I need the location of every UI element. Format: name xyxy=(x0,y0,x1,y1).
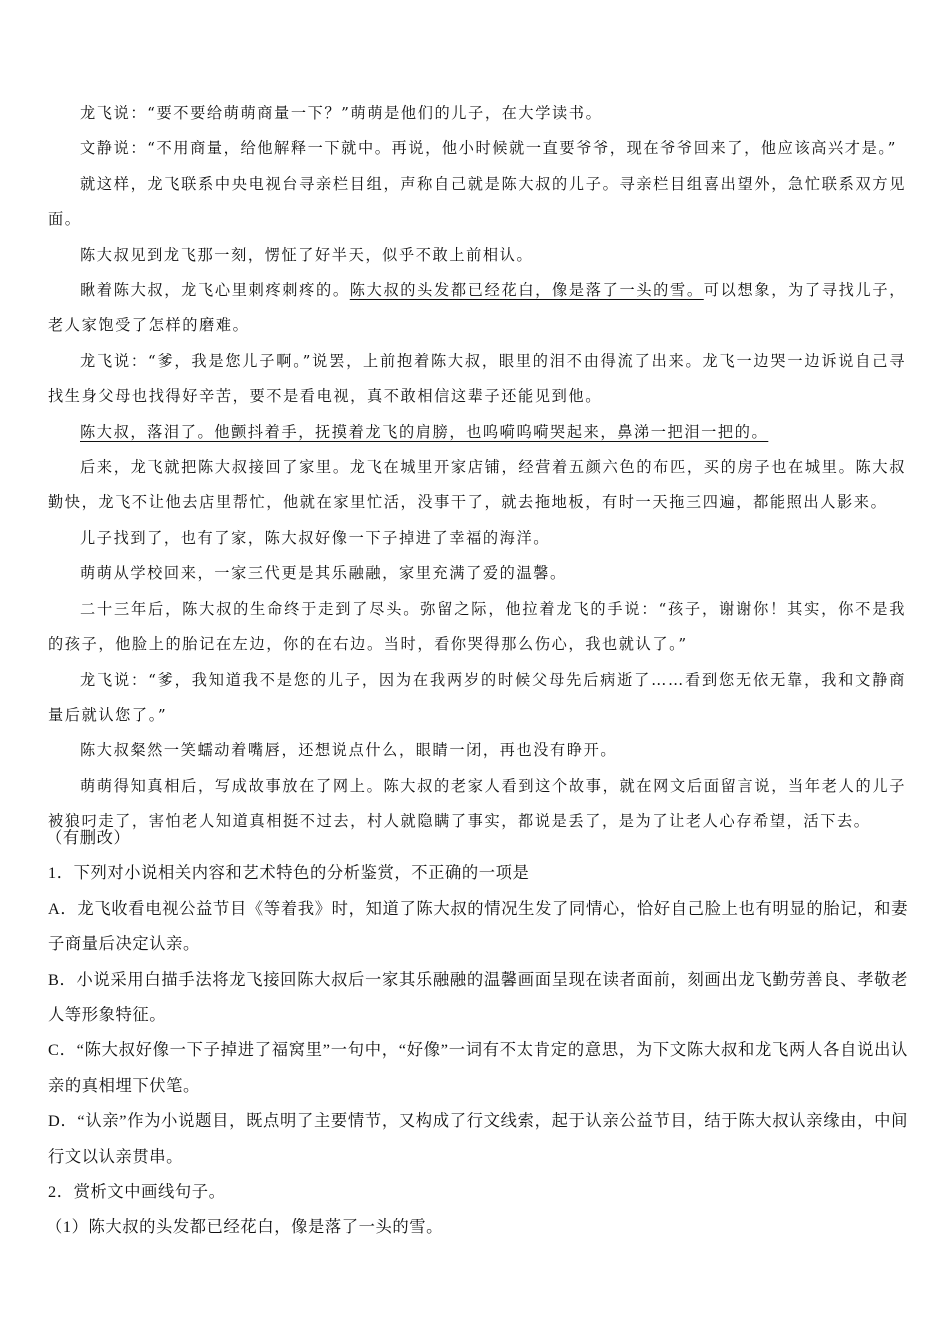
question-1-stem: 1．下列对小说相关内容和艺术特色的分析鉴赏，不正确的一项是 xyxy=(48,863,530,883)
questions-section xyxy=(48,820,908,1245)
paragraph: 儿子找到了，也有了家，陈大叔好像一下子掉进了幸福的海洋。 xyxy=(80,528,551,547)
underlined-sentence-2: 陈大叔，落泪了。他颤抖着手，抚摸着龙飞的肩膀，也呜嗬呜嗬哭起来，鼻涕一把泪一把的。 xyxy=(80,422,769,441)
text-segment: 可以想象，为了寻找儿子，老人家饱受了怎样的磨难。 xyxy=(48,281,906,335)
question-2-stem: 2．赏析文中画线句子。 xyxy=(48,1182,226,1202)
paragraph: 陈大叔见到龙飞那一刻，愣怔了好半天，似乎不敢上前相认。 xyxy=(80,245,534,264)
underlined-sentence-1: 陈大叔的头发都已经花白，像是落了一头的雪。 xyxy=(349,281,704,300)
text-segment: 瞅着陈大叔，龙飞心里刺疼刺疼的。 xyxy=(80,281,350,300)
question-2-sub-1: （1）陈大叔的头发都已经花白，像是落了一头的雪。 xyxy=(46,1217,444,1237)
source-note: （有删改） xyxy=(46,828,131,847)
paragraph-with-underline xyxy=(48,415,906,450)
paragraph: 龙飞说：“爹，我知道我不是您的儿子，因为在我两岁的时候父母先后病逝了……看到您无依无靠，我和文静商量后就认您了。” xyxy=(48,670,906,724)
paragraph: 二十三年后，陈大叔的生命终于走到了尽头。弥留之际，他拉着龙飞的手说：“孩子，谢谢你！其实，你不是我的孩子，他脸上的胎记在左边，你的在右边。当时，看你哭得那么伤心，我也就认了。” xyxy=(48,599,906,654)
paragraph: 就这样，龙飞联系中央电视台寻亲栏目组，声称自己就是陈大叔的儿子。寻亲栏目组喜出望外，急忙联系双方见面。 xyxy=(48,174,906,229)
option-b: B．小说采用白描手法将龙飞接回陈大叔后一家其乐融融的温馨画面呈现在读者面前，刻画出龙飞勤劳善良、孝敬老人等形象特征。 xyxy=(48,969,908,1025)
option-c: C．“陈大叔好像一下子掉进了福窝里”一句中，“好像”一词有不太肯定的意思，为下文陈大叔和龙飞两人各自说出认亲的真相埋下伏笔。 xyxy=(48,1040,908,1095)
paragraph: 后来，龙飞就把陈大叔接回了家里。龙飞在城里开家店铺，经营着五颜六色的布匹，买的房子也在城里。陈大叔勤快，龙飞不让他去店里帮忙，他就在家里忙活，没事干了，就去拖地板，有时一天拖三四遍，都能照出人影来。 xyxy=(48,458,906,512)
option-d: D．“认亲”作为小说题目，既点明了主要情节，又构成了行文线索，起于认亲公益节目，结于陈大叔认亲缘由，中间行文以认亲贯串。 xyxy=(48,1111,908,1166)
paragraph: 文静说：“不用商量，给他解释一下就中。再说，他小时候就一直要爷爷，现在爷爷回来了，他应该高兴才是。” xyxy=(80,139,897,158)
story-text xyxy=(48,96,906,840)
paragraph: 龙飞说：“爹，我是您儿子啊。”说罢，上前抱着陈大叔，眼里的泪不由得流了出来。龙飞一边哭一边诉说自己寻找生身父母也找得好辛苦，要不是看电视，真不敢相信这辈子还能见到他。 xyxy=(48,351,906,406)
paragraph: 萌萌从学校回来，一家三代更是其乐融融，家里充满了爱的温馨。 xyxy=(80,564,567,583)
paragraph: 陈大叔粲然一笑蠕动着嘴唇，还想说点什么，眼睛一闭，再也没有睁开。 xyxy=(80,741,618,760)
paragraph-with-underline xyxy=(48,273,906,344)
option-a: A．龙飞收看电视公益节目《等着我》时，知道了陈大叔的情况生发了同情心，恰好自己脸上也有明显的胎记，和妻子商量后决定认亲。 xyxy=(48,898,908,954)
paragraph: 萌萌得知真相后，写成故事放在了网上。陈大叔的老家人看到这个故事，就在网文后面留言说，当年老人的儿子被狼叼走了，害怕老人知道真相挺不过去，村人就隐瞒了事实，都说是丢了，是为了让老人心存希望，活下去。 xyxy=(48,776,906,831)
paragraph: 龙飞说：“要不要给萌萌商量一下？”萌萌是他们的儿子，在大学读书。 xyxy=(80,104,603,122)
